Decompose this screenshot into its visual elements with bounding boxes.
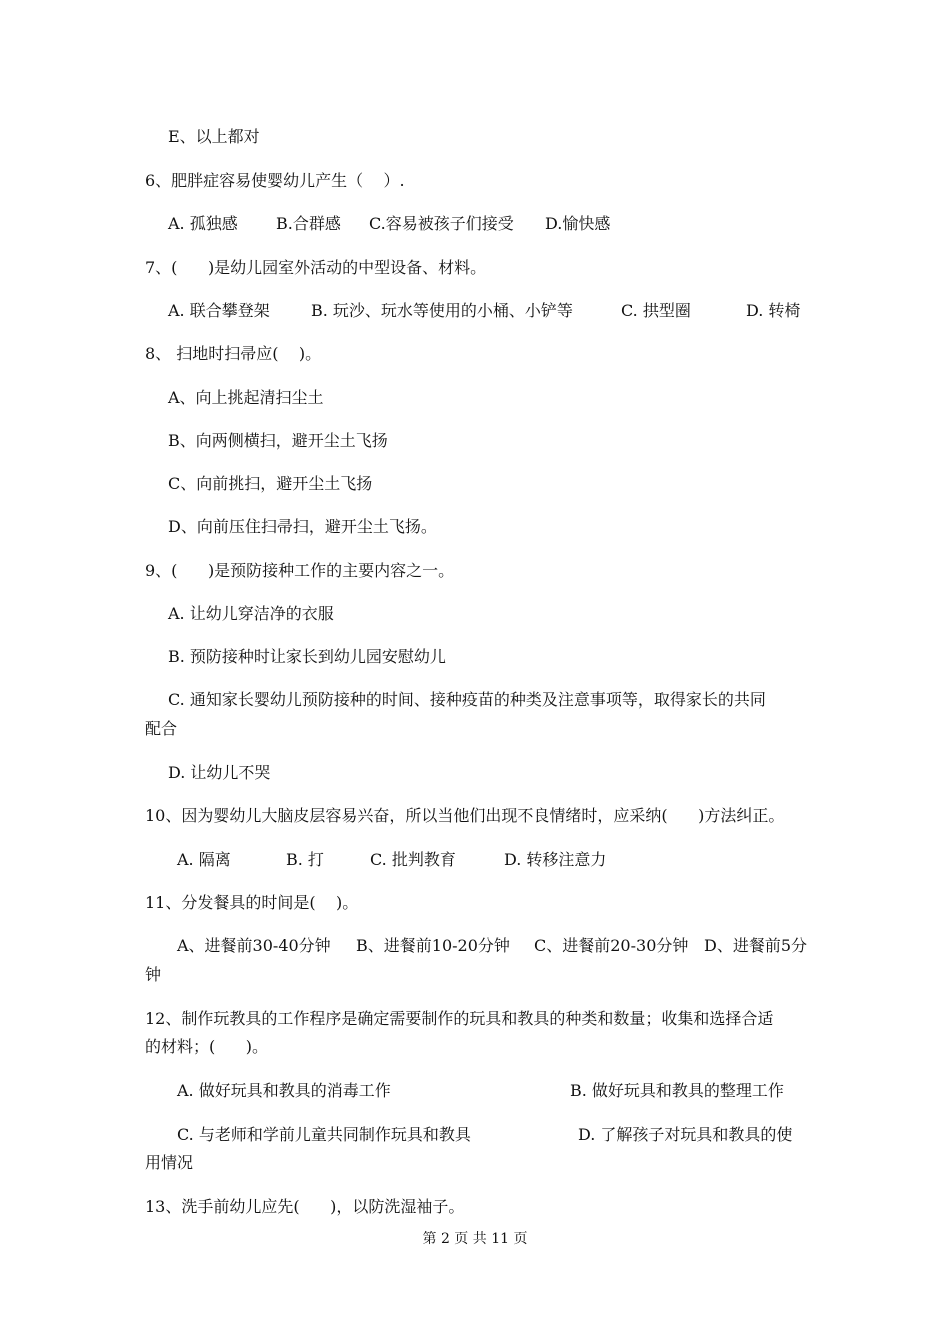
question-9-option-d: D. 让幼儿不哭: [168, 763, 271, 782]
question-12-option-b: B. 做好玩具和教具的整理工作: [570, 1081, 784, 1100]
question-8-option-c: C、向前挑扫，避开尘土飞扬: [168, 474, 373, 493]
question-10-option-b: B. 打: [286, 850, 324, 869]
question-11-option-c: C、进餐前20-30分钟: [534, 936, 689, 955]
question-11-option-d-cont: 钟: [145, 965, 162, 984]
question-12-text: 12、制作玩教具的工作程序是确定需要制作的玩具和教具的种类和数量；收集和选择合适: [145, 1009, 774, 1028]
question-7-option-d: D. 转椅: [746, 301, 801, 320]
question-12-option-c: C. 与老师和学前儿童共同制作玩具和教具: [177, 1125, 471, 1144]
question-11-text: 11、分发餐具的时间是( )。: [145, 893, 359, 912]
question-13-text: 13、洗手前幼儿应先( )，以防洗湿袖子。: [145, 1197, 465, 1216]
question-9-option-c-cont: 配合: [145, 719, 178, 738]
question-7-option-c: C. 拱型圈: [621, 301, 691, 320]
question-10-option-d: D. 转移注意力: [504, 850, 607, 869]
question-8-option-b: B、向两侧横扫，避开尘土飞扬: [168, 431, 388, 450]
question-12-text-cont: 的材料；( )。: [145, 1037, 269, 1056]
question-6-option-c: C.容易被孩子们接受: [369, 214, 514, 233]
question-9-text: 9、( )是预防接种工作的主要内容之一。: [145, 561, 455, 580]
question-10-option-a: A. 隔离: [177, 850, 231, 869]
question-9-option-a: A. 让幼儿穿洁净的衣服: [168, 604, 334, 623]
question-7-text: 7、( )是幼儿园室外活动的中型设备、材料。: [145, 258, 487, 277]
question-8-option-a: A、向上挑起清扫尘土: [168, 388, 324, 407]
question-11-option-a: A、进餐前30-40分钟: [177, 936, 331, 955]
question-9-option-b: B. 预防接种时让家长到幼儿园安慰幼儿: [168, 647, 446, 666]
question-9-option-c: C. 通知家长婴幼儿预防接种的时间、接种疫苗的种类及注意事项等，取得家长的共同: [168, 690, 766, 709]
question-8-text: 8、 扫地时扫帚应( )。: [145, 344, 322, 363]
question-7-option-b: B. 玩沙、玩水等使用的小桶、小铲等: [311, 301, 573, 320]
question-11-option-b: B、进餐前10-20分钟: [356, 936, 510, 955]
question-6-option-d: D.愉快感: [545, 214, 611, 233]
question-6-text: 6、肥胖症容易使婴幼儿产生（ ）.: [145, 171, 405, 190]
question-12-option-d-cont: 用情况: [145, 1153, 194, 1172]
question-10-text: 10、因为婴幼儿大脑皮层容易兴奋，所以当他们出现不良情绪时，应采纳( )方法纠正。: [145, 806, 785, 825]
question-6-option-b: B.合群感: [276, 214, 341, 233]
question-12-option-a: A. 做好玩具和教具的消毒工作: [177, 1081, 391, 1100]
question-12-option-d: D. 了解孩子对玩具和教具的使: [578, 1125, 793, 1144]
page-footer: 第 2 页 共 11 页: [422, 1231, 528, 1247]
question-11-option-d: D、进餐前5分: [704, 936, 808, 955]
question-6-option-a: A. 孤独感: [168, 214, 238, 233]
question-7-option-a: A. 联合攀登架: [168, 301, 270, 320]
question-10-option-c: C. 批判教育: [370, 850, 456, 869]
question-8-option-d: D、向前压住扫帚扫，避开尘土飞扬。: [168, 517, 437, 536]
question-5-option-e: E、以上都对: [168, 127, 260, 146]
